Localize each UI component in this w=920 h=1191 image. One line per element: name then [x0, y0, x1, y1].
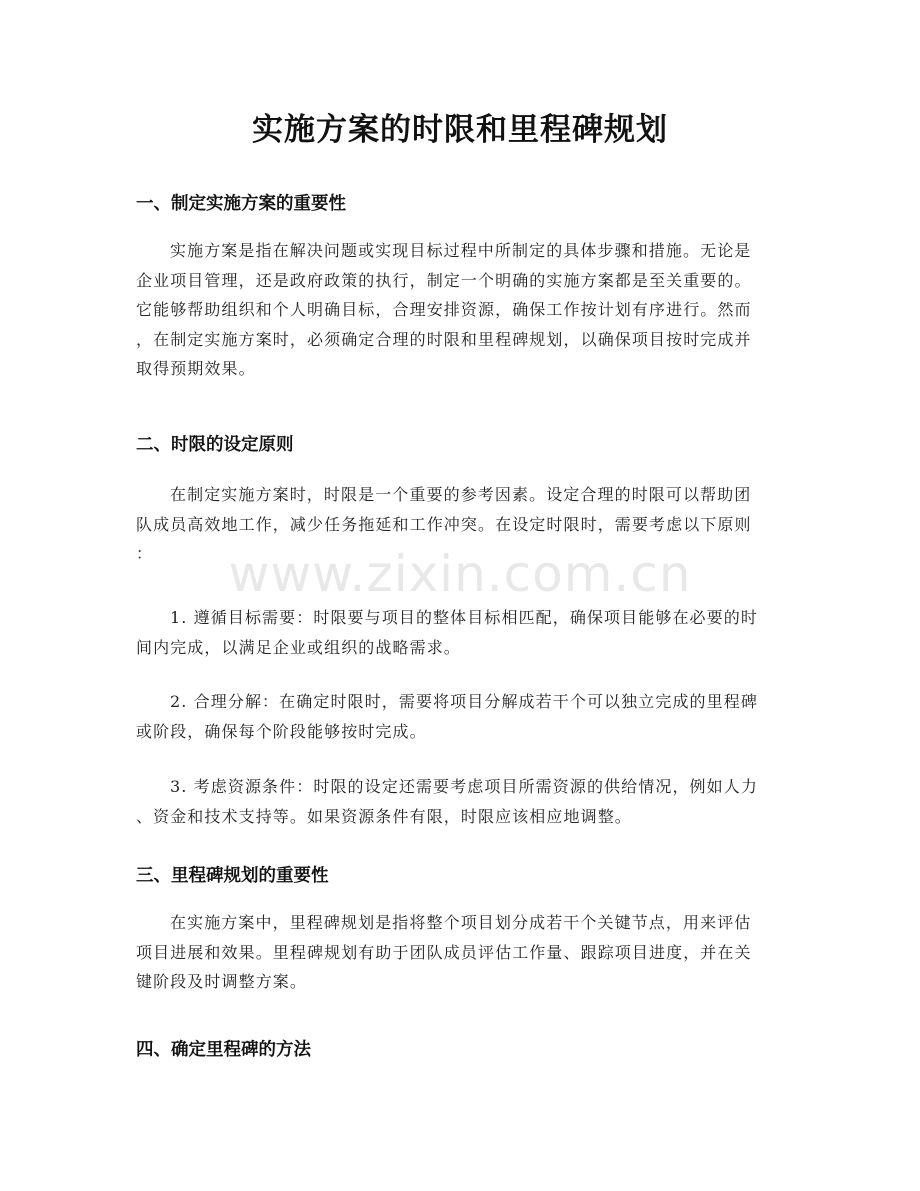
paragraph-line: ，在制定实施方案时，必须确定合理的时限和里程碑规划，以确保项目按时完成并: [136, 329, 752, 349]
section-1-paragraph: [136, 236, 784, 384]
list-item-line: 1. 遵循目标需要：时限要与项目的整体目标相匹配，确保项目能够在必要的时: [170, 608, 758, 627]
section-2-heading: 二、时限的设定原则: [136, 435, 294, 455]
paragraph-line: 在制定实施方案时，时限是一个重要的参考因素。设定合理的时限可以帮助团: [170, 485, 752, 504]
list-item-2: [136, 687, 784, 746]
paragraph-line: 实施方案是指在解决问题或实现目标过程中所制定的具体步骤和措施。无论是: [170, 241, 752, 260]
paragraph-line: ：: [136, 544, 154, 563]
paragraph-line: 企业项目管理，还是政府政策的执行，制定一个明确的实施方案都是至关重要的。: [136, 270, 752, 290]
paragraph-line: 在实施方案中，里程碑规划是指将整个项目划分成若干个关键节点，用来评估: [170, 913, 752, 932]
list-item-line: 2. 合理分解：在确定时限时，需要将项目分解成若干个可以独立完成的里程碑: [170, 692, 758, 711]
list-item-line: 、资金和技术支持等。如果资源条件有限，时限应该相应地调整。: [136, 806, 632, 826]
list-item-1: [136, 603, 784, 662]
paragraph-line: 键阶段及时调整方案。: [136, 972, 308, 991]
section-3-paragraph: [136, 908, 784, 997]
watermark: www.zixin.com.cn: [228, 545, 692, 603]
section-3-heading: 三、里程碑规划的重要性: [136, 866, 329, 886]
document-title: 实施方案的时限和里程碑规划: [252, 112, 668, 148]
paragraph-line: 项目进展和效果。里程碑规划有助于团队成员评估工作量、跟踪项目进度，并在关: [136, 942, 752, 962]
paragraph-line: 它能够帮助组织和个人明确目标，合理安排资源，确保工作按计划有序进行。然而: [136, 300, 752, 319]
paragraph-line: 取得预期效果。: [136, 359, 256, 378]
list-item-line: 3. 考虑资源条件：时限的设定还需要考虑项目所需资源的供给情况，例如人力: [170, 777, 758, 796]
paragraph-line: 队成员高效地工作，减少任务拖延和工作冲突。在设定时限时，需要考虑以下原则: [136, 514, 752, 534]
section-4-heading: 四、确定里程碑的方法: [136, 1040, 311, 1060]
list-item-3: [136, 772, 784, 831]
section-2-paragraph: [136, 480, 784, 569]
list-item-line: 间内完成，以满足企业或组织的战略需求。: [136, 637, 461, 657]
list-item-line: 或阶段，确保每个阶段能够按时完成。: [136, 721, 427, 741]
section-1-heading: 一、制定实施方案的重要性: [136, 194, 346, 214]
